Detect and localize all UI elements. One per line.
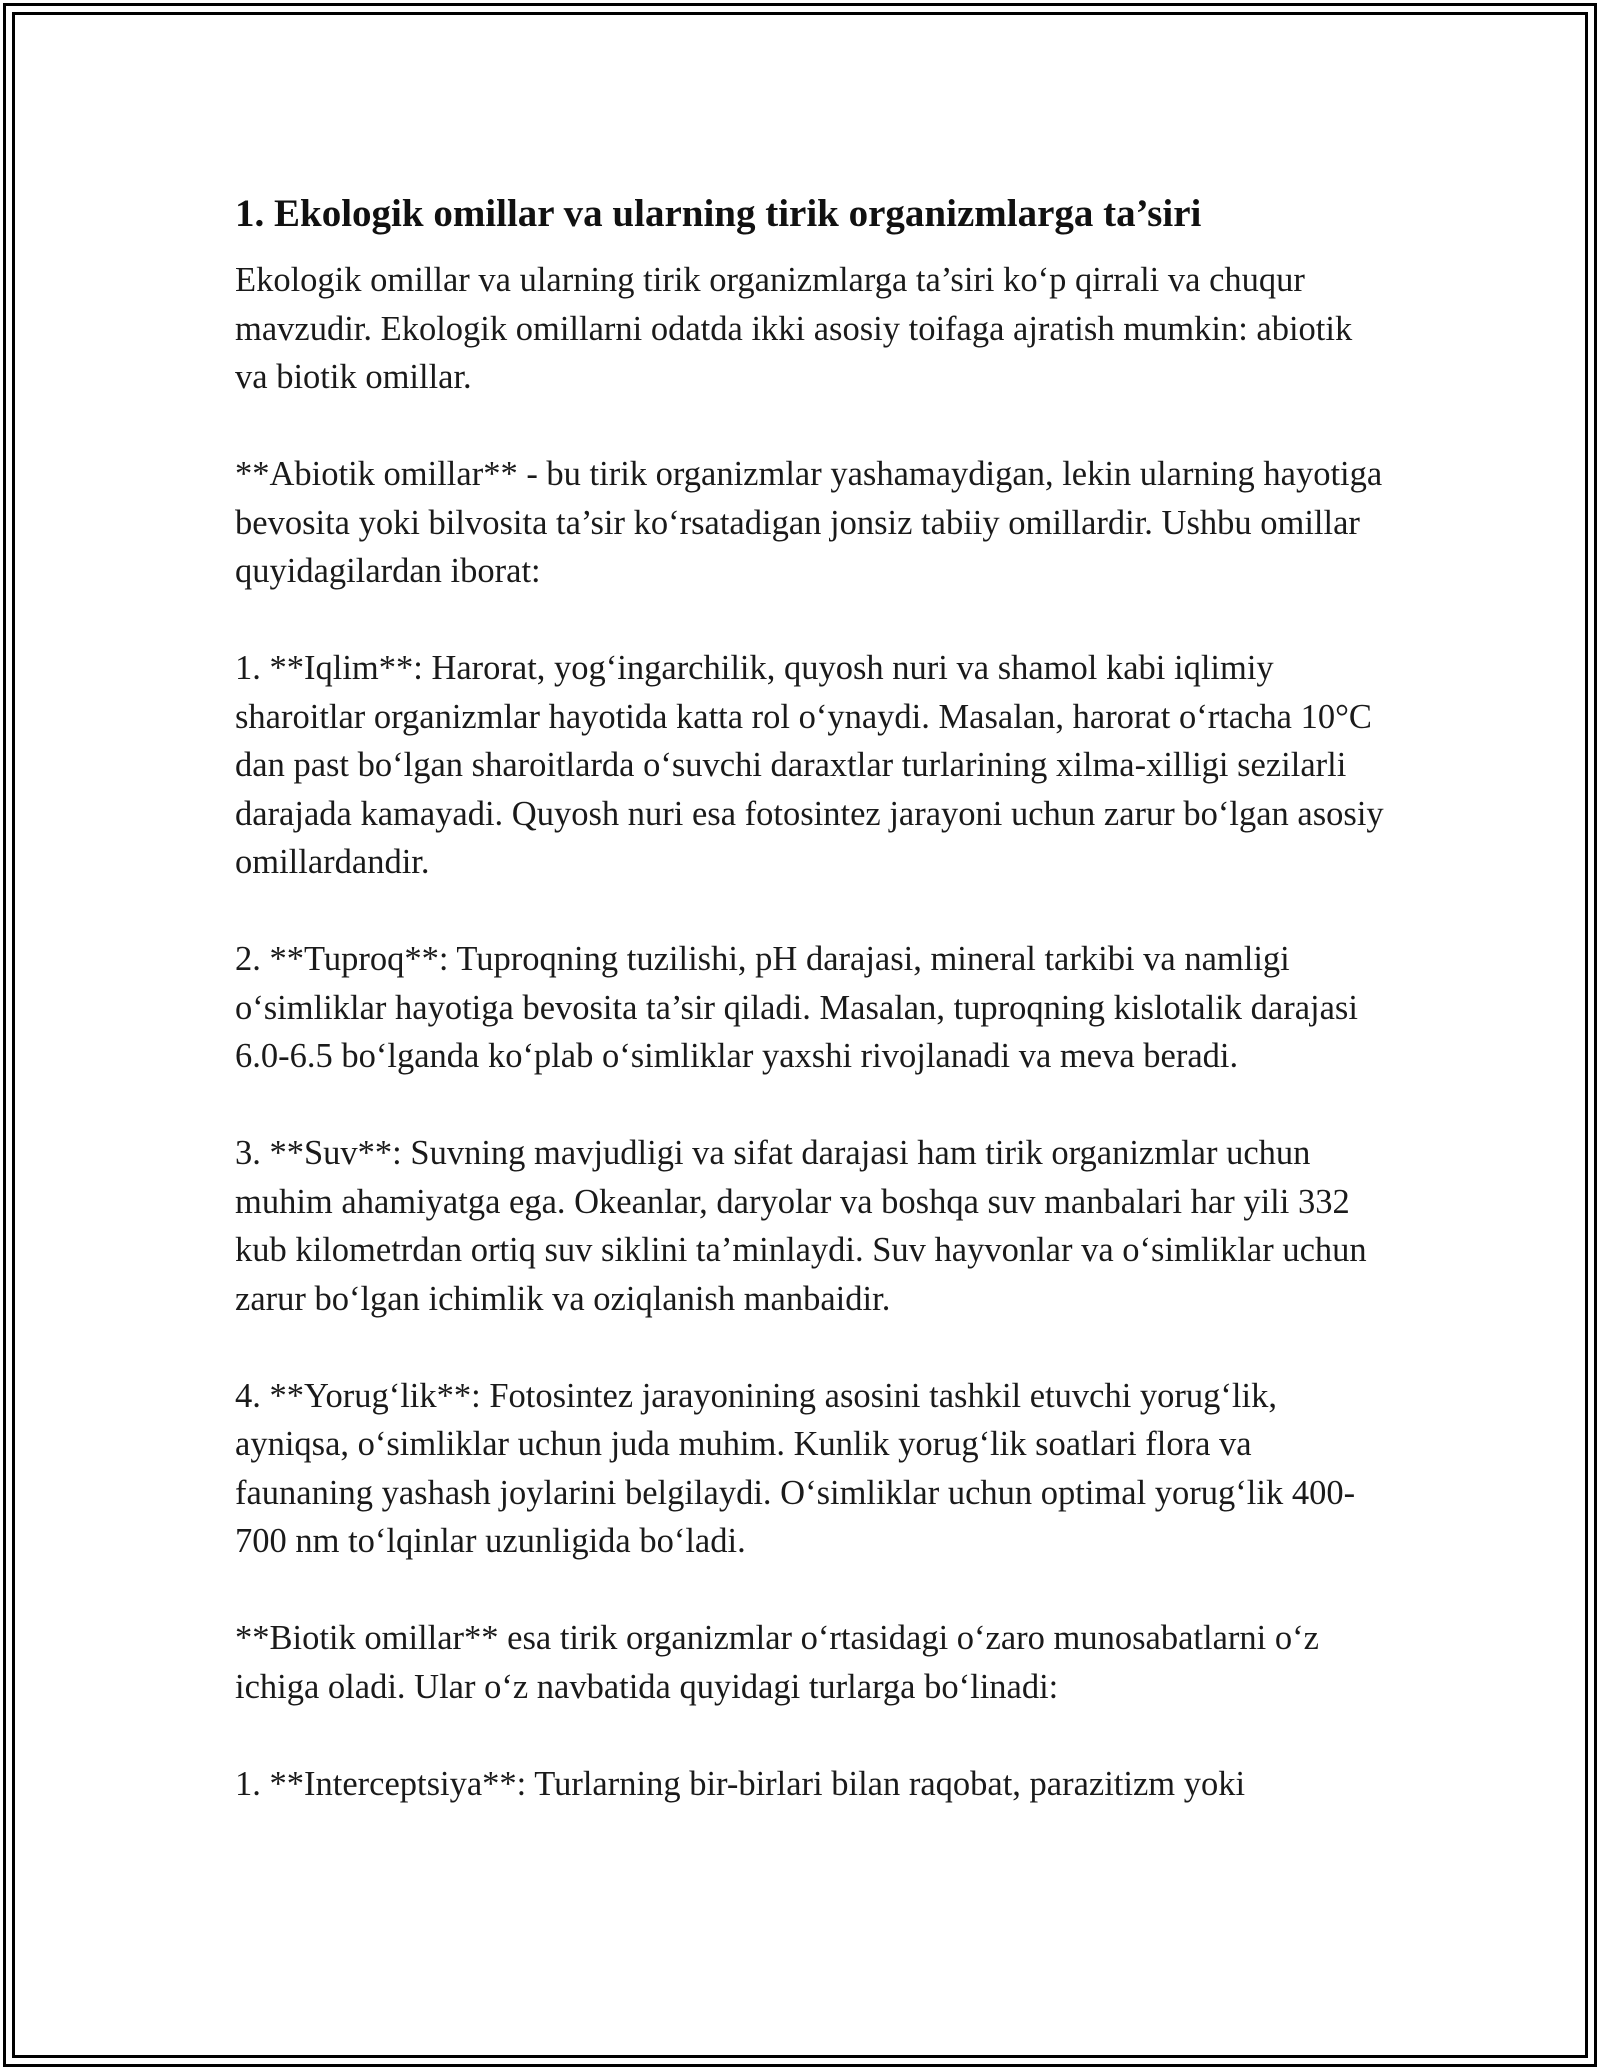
paragraph-water: 3. **Suv**: Suvning mavjudligi va sifat darajasi ham tirik organizmlar uchun muhim ahamiyatga ega. Okeanlar, daryolar va boshqa suv manbalari har yili 332 kub kilometrdan ortiq suv siklini ta’minlaydi. Suv hayvonlar va o‘simliklar uchun zarur bo‘lgan ichimlik va oziqlanish manbaidir. [235,1134,1367,1318]
paragraph-soil: 2. **Tuproq**: Tuproqning tuzilishi, pH darajasi, mineral tarkibi va namligi o‘simliklar hayotiga bevosita ta’sir qiladi. Masalan, tuproqning kislotalik darajasi 6.0-6.5 bo‘lganda ko‘plab o‘simliklar yaxshi rivojlanadi va meva beradi. [235,940,1358,1075]
document-title: 1. Ekologik omillar va ularning tirik organizmlarga ta’siri [235,192,1202,235]
paragraph-abiotic: **Abiotik omillar** - bu tirik organizmlar yashamaydigan, lekin ularning hayotiga bevosita yoki bilvosita ta’sir ko‘rsatadigan jonsiz tabiiy omillardir. Ushbu omillar quyidagilardan iborat: [235,455,1383,590]
paragraph-interception: 1. **Interceptsiya**: Turlarning bir-birlari bilan raqobat, parazitizm yoki [235,1764,1246,1803]
paragraph-light: 4. **Yorug‘lik**: Fotosintez jarayonining asosini tashkil etuvchi yorug‘lik, ayniqsa, o‘simliklar uchun juda muhim. Kunlik yorug‘lik soatlari flora va faunaning yashash joylarini belgilaydi. O‘simliklar uchun optimal yorug‘lik 400-700 nm to‘lqinlar uzunligida bo‘ladi. [235,1376,1356,1560]
paragraph-intro: Ekologik omillar va ularning tirik organizmlarga ta’siri ko‘p qirrali va chuqur mavzudir. Ekologik omillarni odatda ikki asosiy toifaga ajratish mumkin: abiotik va biotik omillar. [235,261,1353,396]
document-body [235,186,1385,1857]
paragraph-biotic: **Biotik omillar** esa tirik organizmlar o‘rtasidagi o‘zaro munosabatlarni o‘z ichiga oladi. Ular o‘z navbatida quyidagi turlarga bo‘linadi: [235,1619,1319,1706]
paragraph-climate: 1. **Iqlim**: Harorat, yog‘ingarchilik, quyosh nuri va shamol kabi iqlimiy sharoitlar organizmlar hayotida katta rol o‘ynaydi. Masalan, harorat o‘rtacha 10°C dan past bo‘lgan sharoitlarda o‘suvchi daraxtlar turlarining xilma-xilligi sezilarli darajada kamayadi. Quyosh nuri esa fotosintez jarayoni uchun zarur bo‘lgan asosiy omillardandir. [235,649,1384,881]
